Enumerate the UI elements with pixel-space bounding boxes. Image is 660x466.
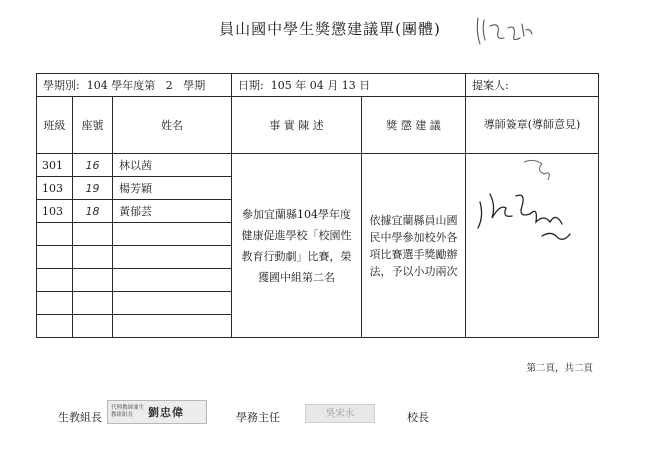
leader-label: 生教組長: [58, 411, 102, 424]
award-form-table: [36, 73, 599, 338]
table-row: 103 19 楊芳穎: [37, 177, 599, 200]
handwritten-date-note: [470, 14, 534, 48]
col-name: 姓名: [113, 97, 232, 154]
tutor-signature: [472, 156, 592, 266]
director-stamp: 吳宋永: [305, 404, 375, 423]
leader-stamp: 代理教師兼生教組組長 劉忠偉: [107, 400, 207, 424]
principal-label: 校長: [407, 411, 429, 424]
col-facts: 事 實 陳 述: [232, 97, 362, 154]
table-row: 103 18 黃郁芸: [37, 200, 599, 223]
tutor-signature-cell: [466, 154, 599, 338]
col-class: 班級: [37, 97, 73, 154]
table-row: 301 16 林以茜 參加宜蘭縣104學年度健康促進學校「校園性教育行動劇」比賽，榮獲國中組第二名 依據宜蘭縣員山國民中學參加校外各項比賽選手獎勵辦法，予以小功兩次: [37, 154, 599, 177]
column-header-row: [37, 97, 599, 154]
proposer-cell: 提案人:: [466, 74, 599, 97]
col-tutor-sign: 導師簽章(導師意見): [466, 97, 599, 154]
page-indicator: 第二頁，共二頁: [526, 363, 593, 374]
col-seat: 座號: [73, 97, 113, 154]
semester-cell: 學期別: 104 學年度第 2 學期: [37, 74, 232, 97]
form-header-row: [37, 74, 599, 97]
date-cell: 日期: 105 年 04 月 13 日: [232, 74, 466, 97]
form-title: 員山國中學生獎懲建議單(團體): [219, 20, 441, 38]
facts-text: 參加宜蘭縣104學年度健康促進學校「校園性教育行動劇」比賽，榮獲國中組第二名: [232, 154, 362, 338]
director-label: 學務主任: [236, 411, 280, 424]
award-text: 依據宜蘭縣員山國民中學參加校外各項比賽選手獎勵辦法，予以小功兩次: [362, 154, 466, 338]
col-award: 獎 懲 建 議: [362, 97, 466, 154]
